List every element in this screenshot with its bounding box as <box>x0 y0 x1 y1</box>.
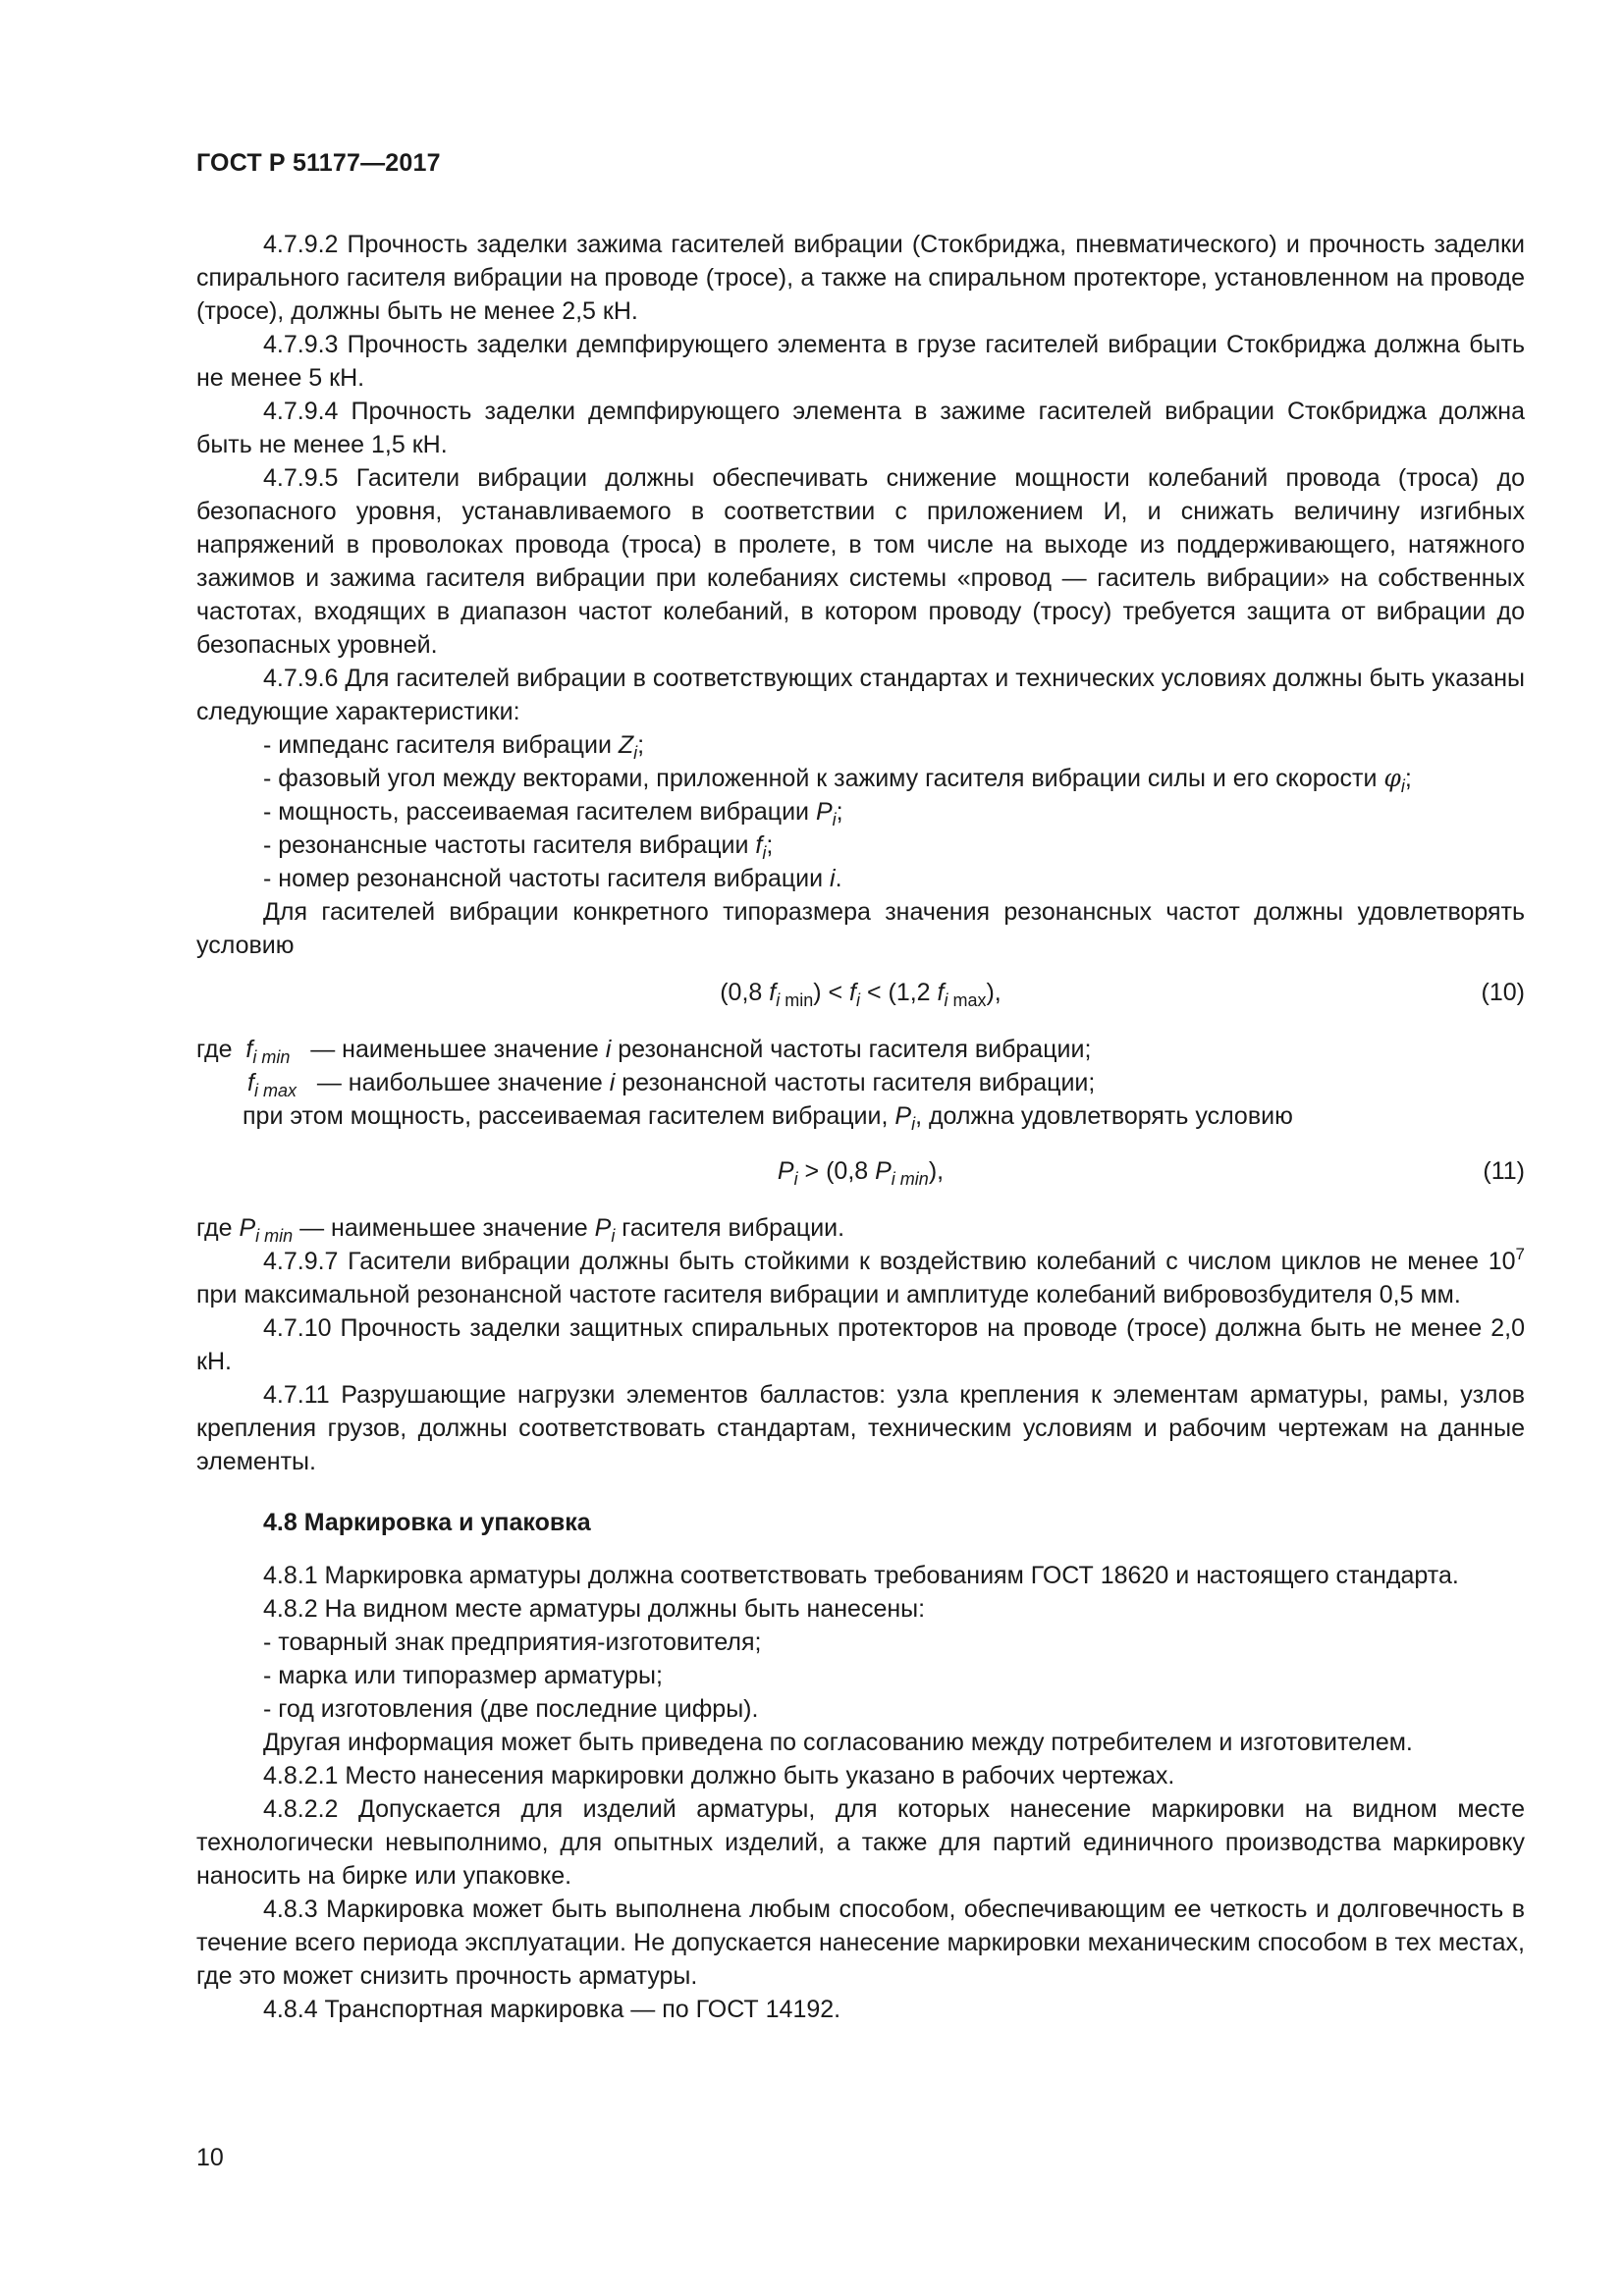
paragraph-4-7-9-7: 4.7.9.7 Гасители вибрации должны быть стойкими к воздействию колебаний с числом циклов не менее $10^7$ при максимальной резонансной частоте гасителя вибрации и амплитуде колебаний вибровозбудителя 0,5 мм. <box>196 1245 1525 1308</box>
list-item: - фазовый угол между векторами, приложенной к зажиму гасителя вибрации силы и его скорости $\varphi_i$; <box>263 764 1412 796</box>
paragraph-4-8-4: 4.8.4 Транспортная маркировка — по ГОСТ 14192. <box>263 1996 841 2023</box>
paragraph-4-8-2-1: 4.8.2.1 Место нанесения маркировки должно быть указано в рабочих чертежах. <box>263 1762 1175 1789</box>
paragraph-4-7-10: 4.7.10 Прочность заделки защитных спиральных протекторов на проводе (тросе) должна быть не менее 2,0 кН. <box>196 1314 1525 1375</box>
section-heading: 4.8 Маркировка и упаковка <box>263 1509 591 1536</box>
paragraph-4-7-9-2: 4.7.9.2 Прочность заделки зажима гасителей вибрации (Стокбриджа, пневматического) и прочность заделки спирального гасителя вибрации на проводе (тросе), а также на спиральном протекторе, установленном на проводе (тросе), должны быть не менее 2,5 кН. <box>196 231 1525 325</box>
formula-11-number: (11) <box>1483 1157 1525 1185</box>
formula-10 <box>196 976 1525 1011</box>
paragraph-other-info: Другая информация может быть приведена по согласованию между потребителем и изготовителем. <box>263 1729 1413 1756</box>
paragraph-4-8-3: 4.8.3 Маркировка может быть выполнена любым способом, обеспечивающим ее четкость и долговечность в течение всего периода эксплуатации. Не допускается нанесение маркировки механическим способом в тех местах, где это может снизить прочность арматуры. <box>196 1896 1525 1990</box>
formula-10-expression: (0,8 $f_{i min}) < f_i < (1,2$ $f_{i max}$), <box>720 979 1001 1010</box>
where-fmax: $f_{i max}$ — наибольшее значение i резонансной частоты гасителя вибрации; <box>247 1069 1096 1100</box>
paragraph-4-8-1: 4.8.1 Маркировка арматуры должна соответствовать требованиям ГОСТ 18620 и настоящего стандарта. <box>263 1562 1459 1589</box>
list-item: - год изготовления (две последние цифры). <box>263 1695 759 1723</box>
where-pmin: где $P_{i min}$ — наименьшее значение $P_i$ гасителя вибрации. <box>196 1214 845 1246</box>
formula-11 <box>196 1154 1525 1190</box>
formula-10-number: (10) <box>1481 979 1525 1006</box>
list-item: - резонансные частоты гасителя вибрации $f_i$; <box>263 831 774 863</box>
paragraph-4-8-2: 4.8.2 На видном месте арматуры должны быть нанесены: <box>263 1595 926 1623</box>
where-fmin: где $f_{i min}$ — наименьшее значение i резонансной частоты гасителя вибрации; <box>196 1036 1092 1067</box>
paragraph-4-7-9-3: 4.7.9.3 Прочность заделки демпфирующего элемента в грузе гасителей вибрации Стокбриджа должна быть не менее 5 кН. <box>196 331 1525 392</box>
paragraph-4-8-2-2: 4.8.2.2 Допускается для изделий арматуры, для которых нанесение маркировки на видном месте технологически невыполнимо, для опытных изделий, а также для партий единичного производства маркировку наносить на бирке или упаковке. <box>196 1795 1525 1890</box>
paragraph-4-7-11: 4.7.11 Разрушающие нагрузки элементов балластов: узла крепления к элементам арматуры, рамы, узлов крепления грузов, должны соответствовать стандартам, техническим условиям и рабочим чертежам на данные элементы. <box>196 1381 1525 1475</box>
document-header: ГОСТ Р 51177—2017 <box>196 149 441 177</box>
list-item: - номер резонансной частоты гасителя вибрации i. <box>263 865 842 892</box>
condition-intro: Для гасителей вибрации конкретного типоразмера значения резонансных частот должны удовлетворять условию <box>196 898 1525 959</box>
list-item: - марка или типоразмер арматуры; <box>263 1662 663 1689</box>
list-item: - импеданс гасителя вибрации $Z_i$; <box>263 731 645 763</box>
page-number: 10 <box>196 2144 224 2171</box>
paragraph-4-7-9-5: 4.7.9.5 Гасители вибрации должны обеспечивать снижение мощности колебаний провода (троса) до безопасного уровня, устанавливаемого в соответствии с приложением И, и снижать величину изгибных напряжений в проволоках провода (троса) в пролете, в том числе на выходе из поддерживающего, натяжного зажимов и зажима гасителя вибрации при колебаниях системы «провод — гаситель вибрации» на собственных частотах, входящих в диапазон частот колебаний, в котором проводу (тросу) требуется защита от вибрации до безопасных уровней. <box>196 464 1525 659</box>
paragraph-4-7-9-4: 4.7.9.4 Прочность заделки демпфирующего элемента в зажиме гасителей вибрации Стокбриджа должна быть не менее 1,5 кН. <box>196 398 1525 458</box>
list-item: - товарный знак предприятия-изготовителя; <box>263 1629 762 1656</box>
formula-11-expression: $P_i > (0,8$ $P_{i min}$), <box>777 1157 945 1189</box>
document-body <box>196 228 1525 2026</box>
power-condition-note: при этом мощность, рассеиваемая гасителем вибрации, $P_i$, должна удовлетворять условию <box>243 1102 1293 1134</box>
list-item: - мощность, рассеиваемая гасителем вибрации $P_i$; <box>263 798 843 829</box>
paragraph-4-7-9-6: 4.7.9.6 Для гасителей вибрации в соответствующих стандартах и технических условиях должны быть указаны следующие характеристики: <box>196 665 1525 725</box>
